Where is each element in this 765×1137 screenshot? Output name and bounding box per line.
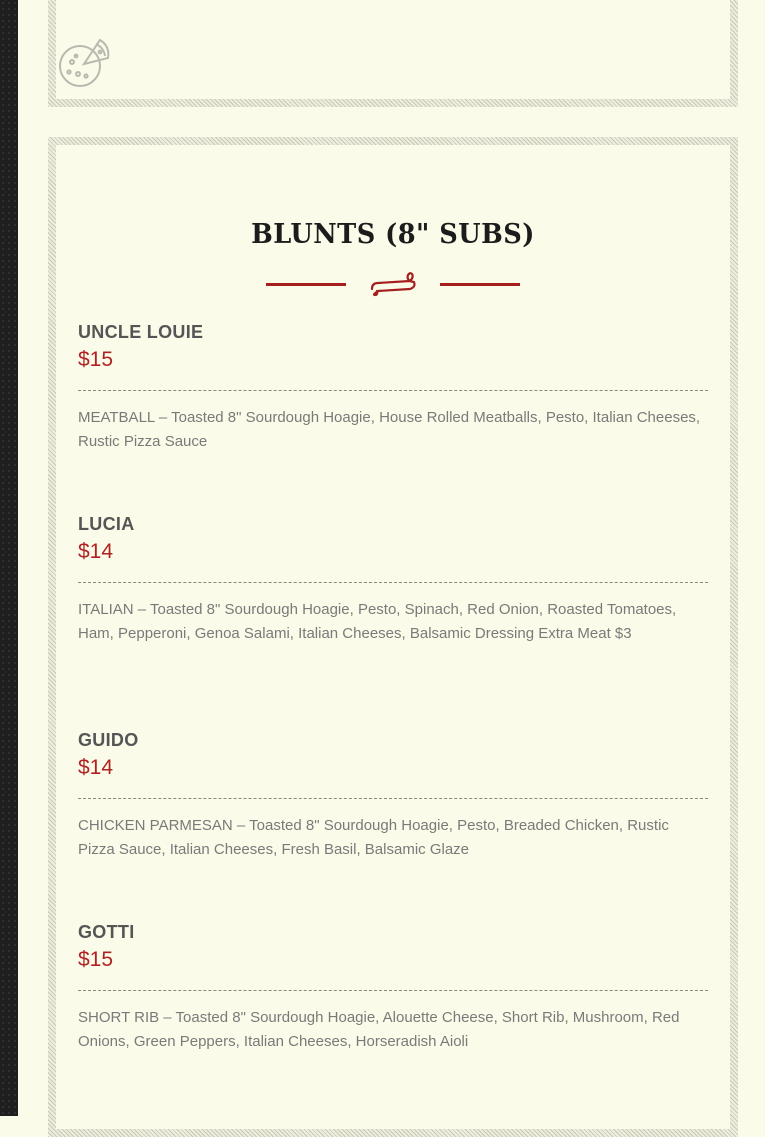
item-name: UNCLE LOUIE	[78, 322, 204, 342]
item-price: $14	[78, 756, 114, 779]
menu-item	[78, 514, 708, 642]
item-description: MEATBALL – Toasted 8" Sourdough Hoagie, House Rolled Meatballs, Pesto, Italian Cheeses, Rustic Pizza Sauce	[78, 409, 701, 450]
divider-line-left	[266, 283, 346, 286]
section-divider	[56, 269, 730, 299]
section-title: BLUNTS (8" SUBS)	[251, 219, 535, 250]
menu-section-card	[48, 137, 738, 1137]
item-dashed-rule	[78, 798, 708, 799]
item-price: $15	[78, 348, 114, 371]
left-dark-sidebar-strip	[0, 0, 18, 1116]
scroll-flourish-icon	[366, 271, 422, 297]
item-dashed-rule	[78, 990, 708, 991]
item-description: CHICKEN PARMESAN – Toasted 8" Sourdough Hoagie, Pesto, Breaded Chicken, Rustic Pizza Sauce, Italian Cheeses, Fresh Basil, Balsamic Glaze	[78, 817, 669, 858]
previous-menu-card	[48, 0, 738, 107]
item-dashed-rule	[78, 582, 708, 583]
item-description: SHORT RIB – Toasted 8" Sourdough Hoagie, Alouette Cheese, Short Rib, Mushroom, Red Onions, Green Peppers, Italian Cheeses, Horseradish Aioli	[78, 1009, 680, 1050]
menu-item	[78, 322, 708, 450]
item-dashed-rule	[78, 390, 708, 391]
pizza-slice-icon	[56, 34, 112, 90]
item-name: LUCIA	[78, 514, 135, 534]
item-name: GOTTI	[78, 922, 135, 942]
menu-item	[78, 922, 708, 1050]
item-price: $15	[78, 948, 114, 971]
menu-item	[78, 730, 708, 858]
item-description: ITALIAN – Toasted 8" Sourdough Hoagie, Pesto, Spinach, Red Onion, Roasted Tomatoes, Ham, Pepperoni, Genoa Salami, Italian Cheeses, Balsamic Dressing Extra Meat $3	[78, 601, 677, 642]
item-name: GUIDO	[78, 730, 139, 750]
divider-line-right	[440, 283, 520, 286]
item-price: $14	[78, 540, 114, 563]
